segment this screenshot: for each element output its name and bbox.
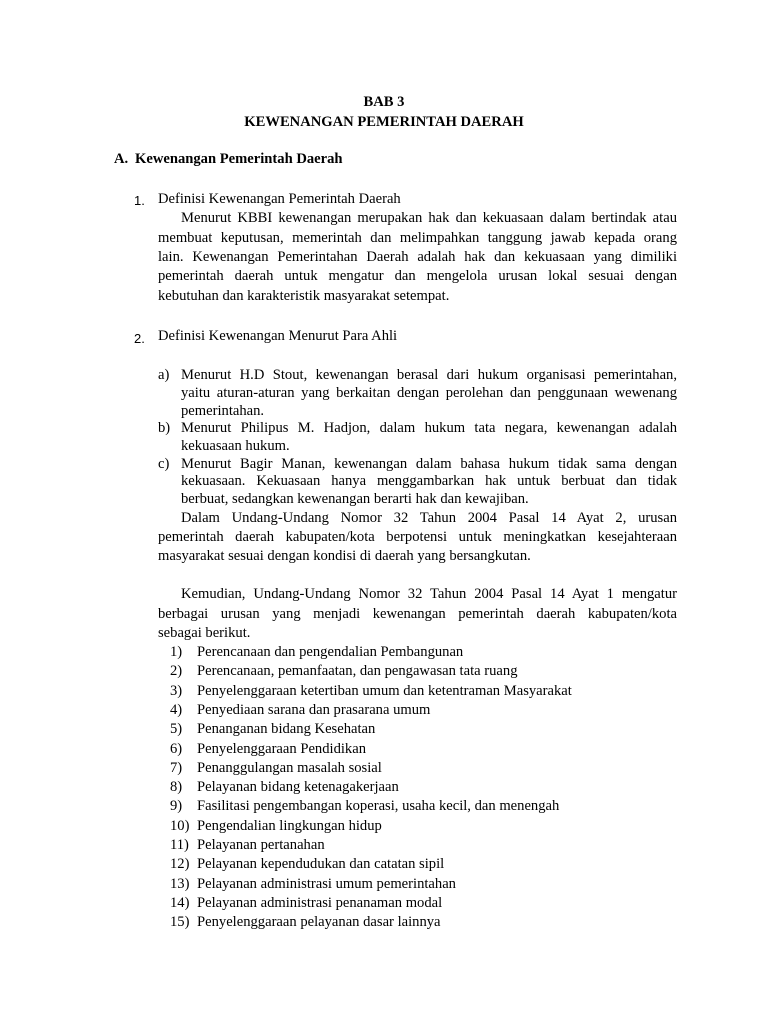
affair-text: Penyelenggaraan ketertiban umum dan ketentraman Masyarakat <box>197 683 572 699</box>
affair-text: Pelayanan kependudukan dan catatan sipil <box>197 856 445 872</box>
item-1-line: kebutuhan dan karakteristik masyarakat setempat. <box>158 288 450 304</box>
expert-c-line: kekuasaan. Kekuasaan hanya menggambarkan hak untuk berbuat dan tidak <box>181 473 677 489</box>
affair-text: Penyelenggaraan Pendidikan <box>197 741 366 757</box>
item-1-title: Definisi Kewenangan Pemerintah Daerah <box>158 191 401 207</box>
expert-b-line: Menurut Philipus M. Hadjon, dalam hukum tata negara, kewenangan adalah <box>181 420 677 436</box>
affair-text: Fasilitasi pengembangan koperasi, usaha kecil, dan menengah <box>197 798 560 814</box>
affair-number: 2) <box>170 663 183 679</box>
expert-c-line: Menurut Bagir Manan, kewenangan dalam bahasa hukum tidak sama dengan <box>181 456 677 472</box>
item-1-number: 1. <box>134 193 145 208</box>
affair-number: 13) <box>170 876 190 892</box>
affair-text: Penanggulangan masalah sosial <box>197 760 382 776</box>
chapter-title: KEWENANGAN PEMERINTAH DAERAH <box>244 114 524 130</box>
affair-text: Penyediaan sarana dan prasarana umum <box>197 702 431 718</box>
expert-c-letter: c) <box>158 456 170 472</box>
item-1-line: lain. Kewenangan Pemerintahan Daerah adalah hak dan kekuasaan yang dimiliki <box>158 249 677 265</box>
expert-a-line: Menurut H.D Stout, kewenangan berasal dari hukum organisasi pemerintahan, <box>181 367 677 383</box>
affair-number: 6) <box>170 741 183 757</box>
affairs-intro-line: berbagai urusan yang menjadi kewenangan pemerintah daerah kabupaten/kota <box>158 606 677 622</box>
expert-b-letter: b) <box>158 420 171 436</box>
affair-text: Pengendalian lingkungan hidup <box>197 818 382 834</box>
affairs-intro-line: Kemudian, Undang-Undang Nomor 32 Tahun 2004 Pasal 14 Ayat 1 mengatur <box>181 586 677 602</box>
expert-b-line: kekuasaan hukum. <box>181 438 290 454</box>
affair-number: 14) <box>170 895 190 911</box>
law-paragraph-line: Dalam Undang-Undang Nomor 32 Tahun 2004 Pasal 14 Ayat 2, urusan <box>181 510 677 526</box>
item-2-number: 2. <box>134 331 145 346</box>
item-1-line: Menurut KBBI kewenangan merupakan hak dan kekuasaan dalam bertindak atau <box>181 210 677 226</box>
item-1-line: pemerintah daerah untuk mengatur dan mengelola urusan lokal sesuai dengan <box>158 268 677 284</box>
affair-text: Pelayanan pertanahan <box>197 837 325 853</box>
affair-number: 4) <box>170 702 183 718</box>
affair-number: 5) <box>170 721 183 737</box>
expert-a-letter: a) <box>158 367 170 383</box>
expert-c-line: berbuat, sedangkan kewenangan berarti hak dan kewajiban. <box>181 491 529 507</box>
affair-text: Pelayanan administrasi penanaman modal <box>197 895 443 911</box>
section-a-title: Kewenangan Pemerintah Daerah <box>135 151 343 167</box>
expert-a-line: pemerintahan. <box>181 403 265 419</box>
affair-number: 15) <box>170 914 190 930</box>
law-paragraph-line: pemerintah daerah kabupaten/kota berpotensi untuk meningkatkan kesejahteraan <box>158 529 677 545</box>
affairs-intro-line: sebagai berikut. <box>158 625 251 641</box>
affair-text: Penyelenggaraan pelayanan dasar lainnya <box>197 914 441 930</box>
affair-text: Pelayanan administrasi umum pemerintahan <box>197 876 456 892</box>
affair-text: Penanganan bidang Kesehatan <box>197 721 376 737</box>
affair-number: 12) <box>170 856 190 872</box>
affair-text: Perencanaan dan pengendalian Pembangunan <box>197 644 464 660</box>
affair-number: 8) <box>170 779 183 795</box>
affair-text: Pelayanan bidang ketenagakerjaan <box>197 779 399 795</box>
affair-number: 9) <box>170 798 183 814</box>
expert-a-line: yaitu aturan-aturan yang berkaitan dengan perolehan dan penggunaan wewenang <box>181 385 677 401</box>
item-1-line: membuat keputusan, memerintah dan melimpahkan tanggung jawab kepada orang <box>158 230 677 246</box>
item-2-title: Definisi Kewenangan Menurut Para Ahli <box>158 328 398 344</box>
law-paragraph-line: masyarakat sesuai dengan kondisi di daerah yang bersangkutan. <box>158 548 531 564</box>
section-a-letter: A. <box>114 151 129 167</box>
chapter-number: BAB 3 <box>363 94 405 110</box>
affair-text: Perencanaan, pemanfaatan, dan pengawasan tata ruang <box>197 663 518 679</box>
affair-number: 3) <box>170 683 183 699</box>
affair-number: 11) <box>170 837 189 853</box>
affair-number: 1) <box>170 644 183 660</box>
affair-number: 7) <box>170 760 183 776</box>
affair-number: 10) <box>170 818 190 834</box>
